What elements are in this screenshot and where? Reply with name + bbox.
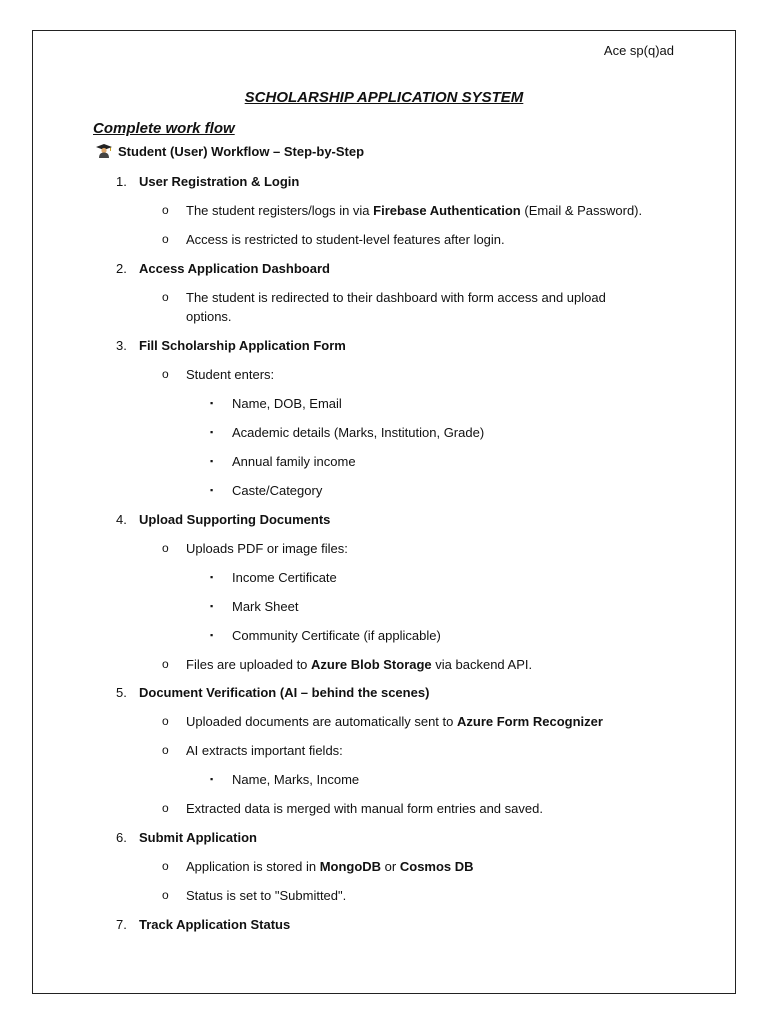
sub-item-text: Name, Marks, Income bbox=[232, 772, 360, 787]
step-title: Fill Scholarship Application Form bbox=[139, 338, 346, 353]
step-title: Submit Application bbox=[139, 830, 257, 845]
item-text: Files are uploaded to bbox=[186, 657, 312, 672]
square-bullet: ▪ bbox=[210, 572, 214, 582]
square-bullet: ▪ bbox=[210, 601, 214, 611]
step-number: 7. bbox=[116, 917, 127, 932]
item-bold-text: Cosmos DB bbox=[399, 859, 474, 874]
item-text: Access is restricted to student-level features after login. bbox=[186, 232, 505, 247]
bullet-marker: o bbox=[162, 888, 169, 902]
sub-item-text: Annual family income bbox=[232, 454, 356, 469]
header-right-text: Ace sp(q)ad bbox=[603, 43, 674, 58]
bullet-marker: o bbox=[162, 714, 169, 728]
sub-item-text: Caste/Category bbox=[232, 483, 323, 498]
step-title: Upload Supporting Documents bbox=[139, 512, 331, 527]
item-bold-text: Firebase Authentication bbox=[373, 203, 521, 218]
bullet-marker: o bbox=[162, 541, 169, 555]
item-text: The student registers/logs in via bbox=[186, 203, 374, 218]
square-bullet: ▪ bbox=[210, 427, 214, 437]
workflow-title-text: Student (User) Workflow – Step-by-Step bbox=[118, 144, 365, 159]
bullet-marker: o bbox=[162, 290, 169, 304]
bullet-marker: o bbox=[162, 203, 169, 217]
square-bullet: ▪ bbox=[210, 456, 214, 466]
item-text: Extracted data is merged with manual form entries and saved. bbox=[186, 801, 543, 816]
sub-item-text: Name, DOB, Email bbox=[232, 396, 342, 411]
sub-item-text: Academic details (Marks, Institution, Grade) bbox=[232, 425, 485, 440]
bullet-marker: o bbox=[162, 859, 169, 873]
item-text: via backend API. bbox=[431, 657, 533, 672]
item-text: Uploaded documents are automatically sent to bbox=[186, 714, 457, 729]
item-text: Uploads PDF or image files: bbox=[186, 541, 348, 556]
graduate-icon bbox=[96, 144, 112, 158]
step-title: User Registration & Login bbox=[139, 174, 300, 189]
square-bullet: ▪ bbox=[210, 398, 214, 408]
item-bold-text: MongoDB bbox=[319, 859, 382, 874]
square-bullet: ▪ bbox=[210, 485, 214, 495]
page-border bbox=[32, 30, 736, 994]
step-number: 2. bbox=[116, 261, 127, 276]
item-text: (Email & Password). bbox=[520, 203, 643, 218]
bullet-marker: o bbox=[162, 743, 169, 757]
item-text: or bbox=[381, 859, 400, 874]
section-title: Complete work flow bbox=[93, 120, 235, 137]
sub-item-text: Community Certificate (if applicable) bbox=[232, 628, 441, 643]
item-bold-text: Azure Blob Storage bbox=[311, 657, 432, 672]
item-text: Status is set to "Submitted". bbox=[186, 888, 347, 903]
sub-item-text: Income Certificate bbox=[232, 570, 337, 585]
bullet-marker: o bbox=[162, 232, 169, 246]
square-bullet: ▪ bbox=[210, 774, 214, 784]
document-title: SCHOLARSHIP APPLICATION SYSTEM bbox=[244, 89, 524, 106]
step-title: Track Application Status bbox=[139, 917, 291, 932]
step-title: Document Verification (AI – behind the scenes) bbox=[139, 685, 430, 700]
item-text: The student is redirected to their dashboard with form access and upload bbox=[186, 290, 606, 305]
step-number: 4. bbox=[116, 512, 127, 527]
item-bold-text: Azure Form Recognizer bbox=[457, 714, 603, 729]
square-bullet: ▪ bbox=[210, 630, 214, 640]
step-title: Access Application Dashboard bbox=[139, 261, 330, 276]
bullet-marker: o bbox=[162, 657, 169, 671]
item-text: AI extracts important fields: bbox=[186, 743, 343, 758]
step-number: 1. bbox=[116, 174, 127, 189]
item-text: Application is stored in bbox=[186, 859, 320, 874]
item-text-continued: options. bbox=[186, 309, 232, 324]
workflow-heading bbox=[96, 144, 364, 159]
bullet-marker: o bbox=[162, 367, 169, 381]
bullet-marker: o bbox=[162, 801, 169, 815]
step-number: 3. bbox=[116, 338, 127, 353]
sub-item-text: Mark Sheet bbox=[232, 599, 299, 614]
step-number: 5. bbox=[116, 685, 127, 700]
step-number: 6. bbox=[116, 830, 127, 845]
item-text: Student enters: bbox=[186, 367, 275, 382]
